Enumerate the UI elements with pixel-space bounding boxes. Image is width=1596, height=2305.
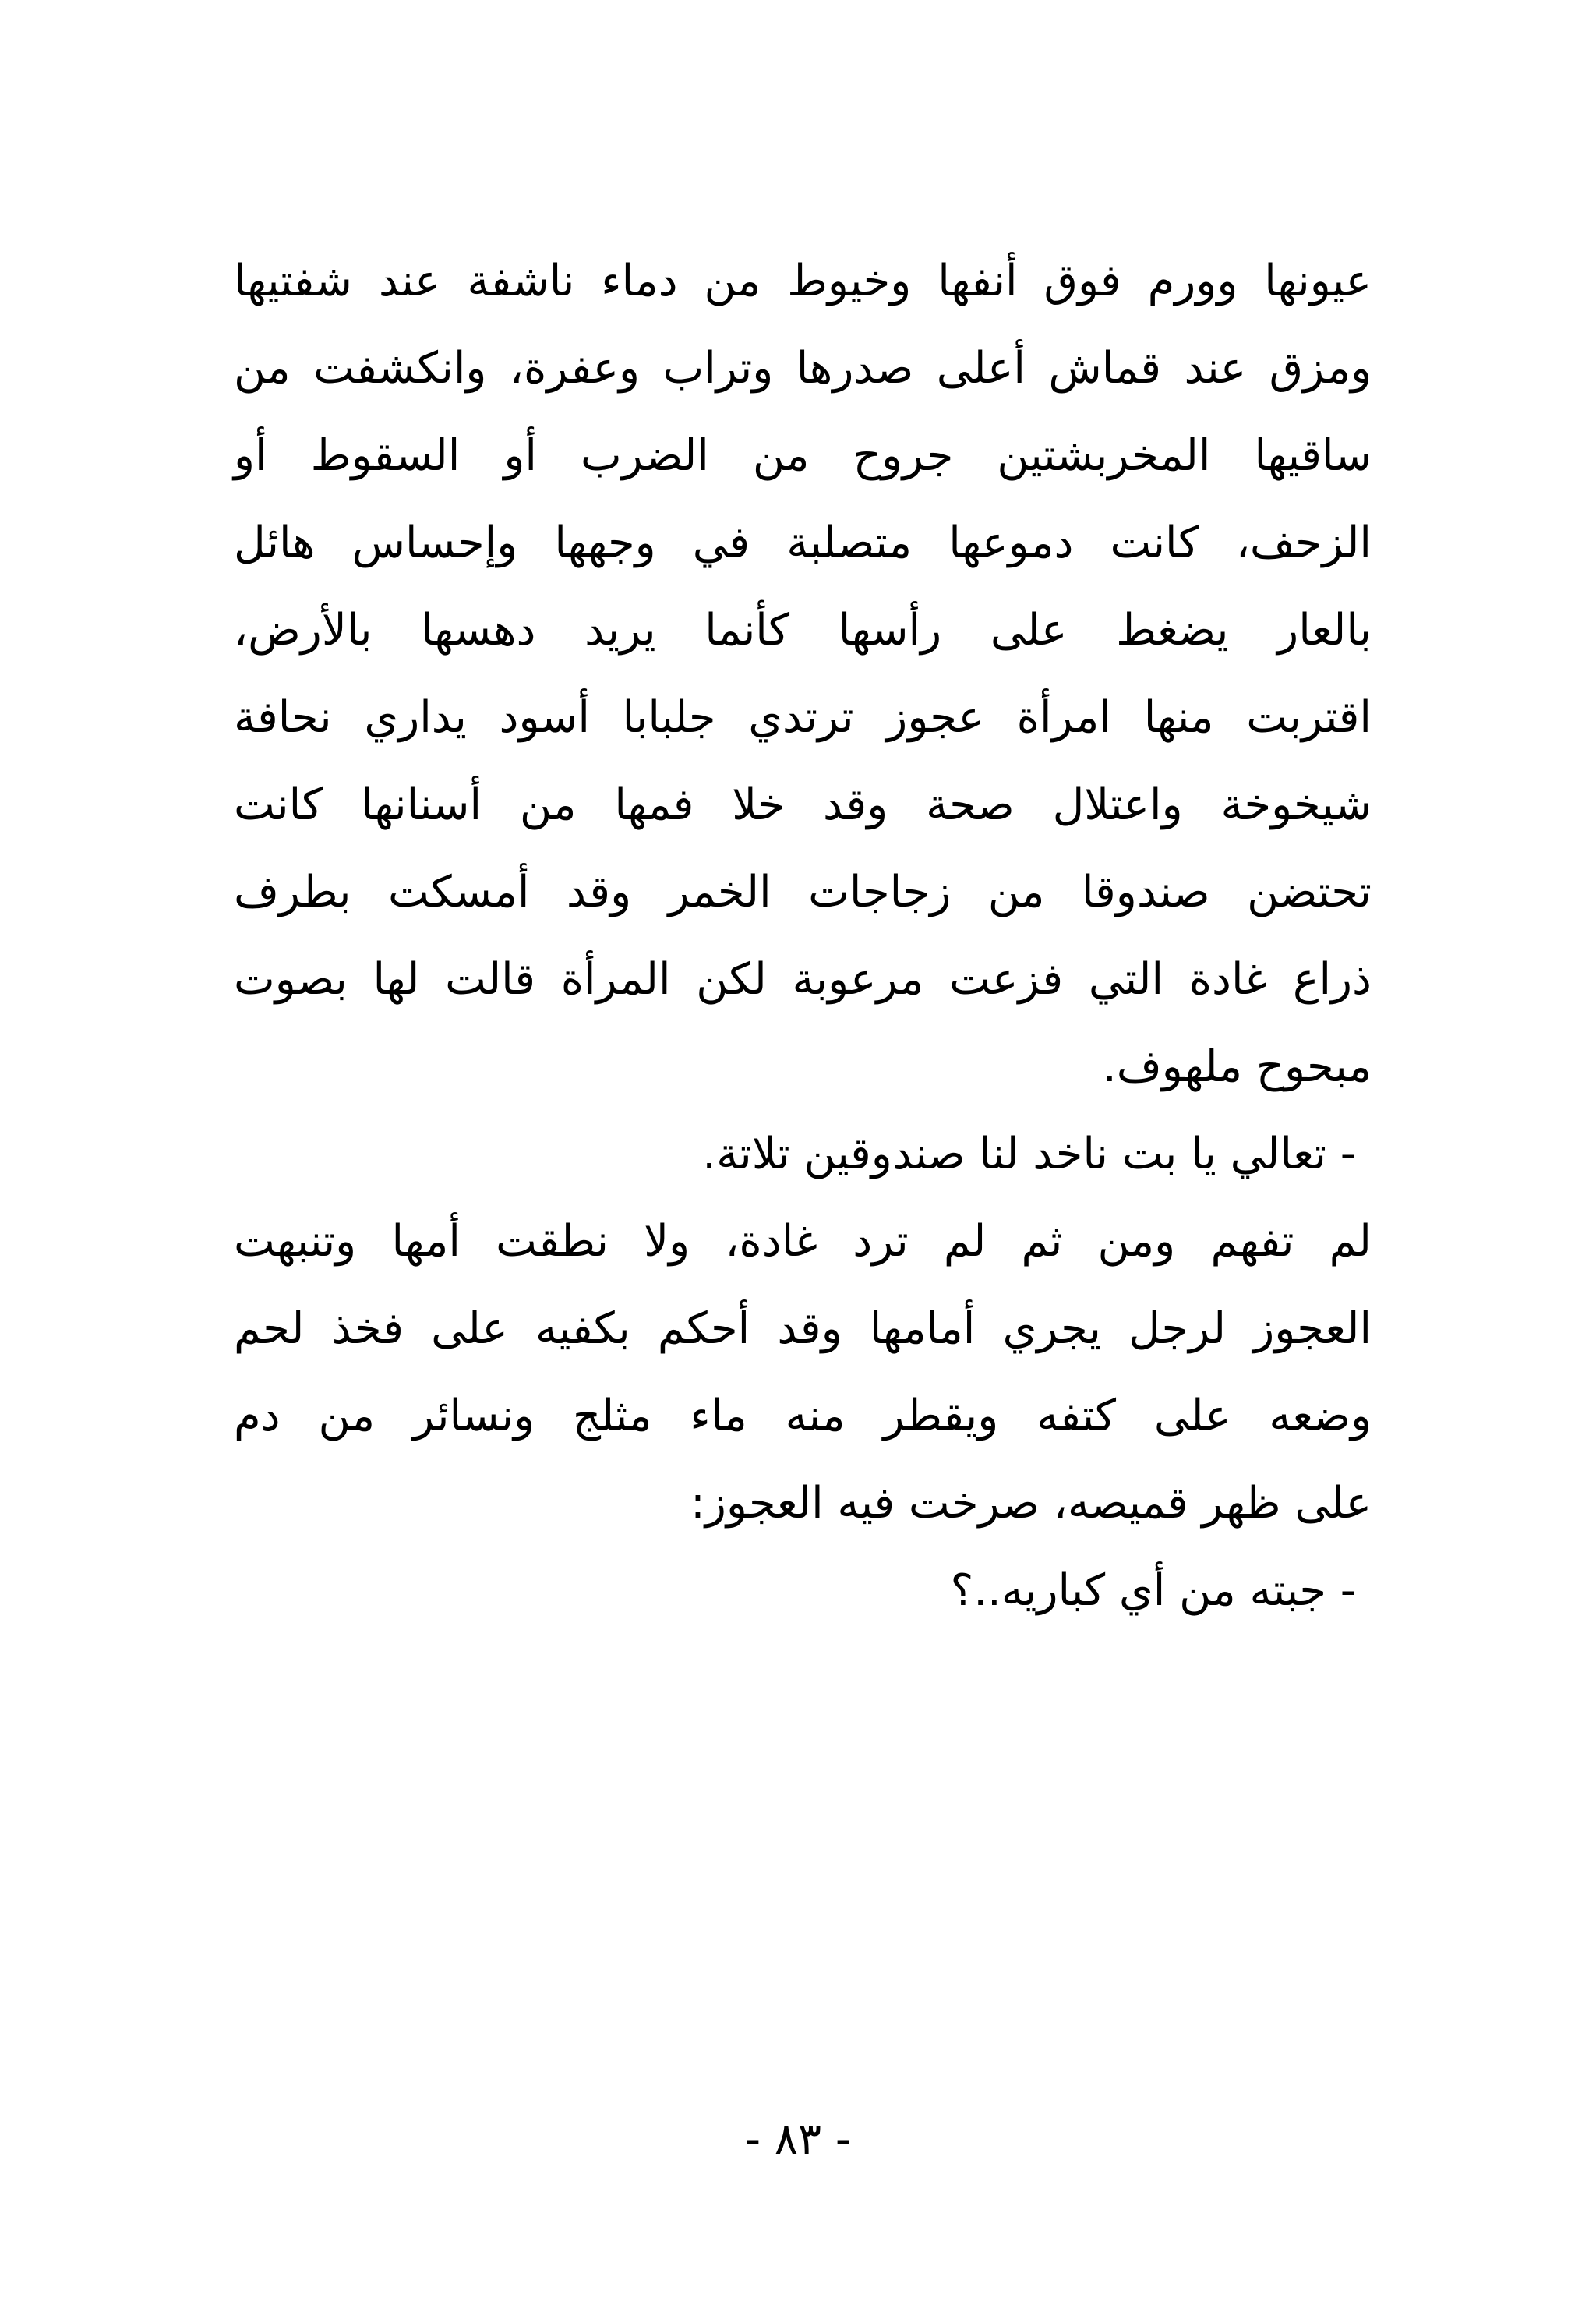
text-line: ذراع غادة التي فزعت مرعوبة لكن المرأة قالت لها بصوت xyxy=(234,954,1372,1005)
text-line: تحتضن صندوقا من زجاجات الخمر وقد أمسكت بطرف xyxy=(234,867,1372,917)
text-line: ومزق عند قماش أعلى صدرها وتراب وعفرة، وانكشفت من xyxy=(234,343,1372,394)
text-line: عيونها وورم فوق أنفها وخيوط من دماء ناشفة عند شفتيها xyxy=(234,256,1372,306)
text-line: بالعار يضغط على رأسها كأنما يريد دهسها بالأرض، xyxy=(234,605,1372,656)
text-line: وضعه على كتفه ويقطر منه ماء مثلج ونسائر من دم xyxy=(234,1391,1372,1441)
dialogue-line: - جبته من أي كباريه..؟ xyxy=(950,1565,1356,1616)
text-line: العجوز لرجل يجري أمامها وقد أحكم بكفيه على فخذ لحم xyxy=(234,1303,1372,1354)
text-line: الزحف، كانت دموعها متصلبة في وجهها وإحساس هائل xyxy=(234,518,1372,568)
text-line: على ظهر قميصه، صرخت فيه العجوز: xyxy=(690,1478,1372,1529)
text-line: مبحوح ملهوف. xyxy=(1102,1041,1372,1092)
body-text xyxy=(234,238,1372,1635)
page-number: - ٨٣ - xyxy=(744,2114,852,2165)
dialogue-line: - تعالي يا بت ناخد لنا صندوقين تلاتة. xyxy=(702,1129,1356,1179)
text-line: شيخوخة واعتلال صحة وقد خلا فمها من أسنانها كانت xyxy=(234,780,1372,830)
text-line: اقتربت منها امرأة عجوز ترتدي جلبابا أسود يداري نحافة xyxy=(234,692,1372,743)
text-line: ساقيها المخربشتين جروح من الضرب أو السقوط أو xyxy=(234,430,1372,481)
text-line: لم تفهم ومن ثم لم ترد غادة، ولا نطقت أمها وتنبهت xyxy=(234,1216,1372,1267)
